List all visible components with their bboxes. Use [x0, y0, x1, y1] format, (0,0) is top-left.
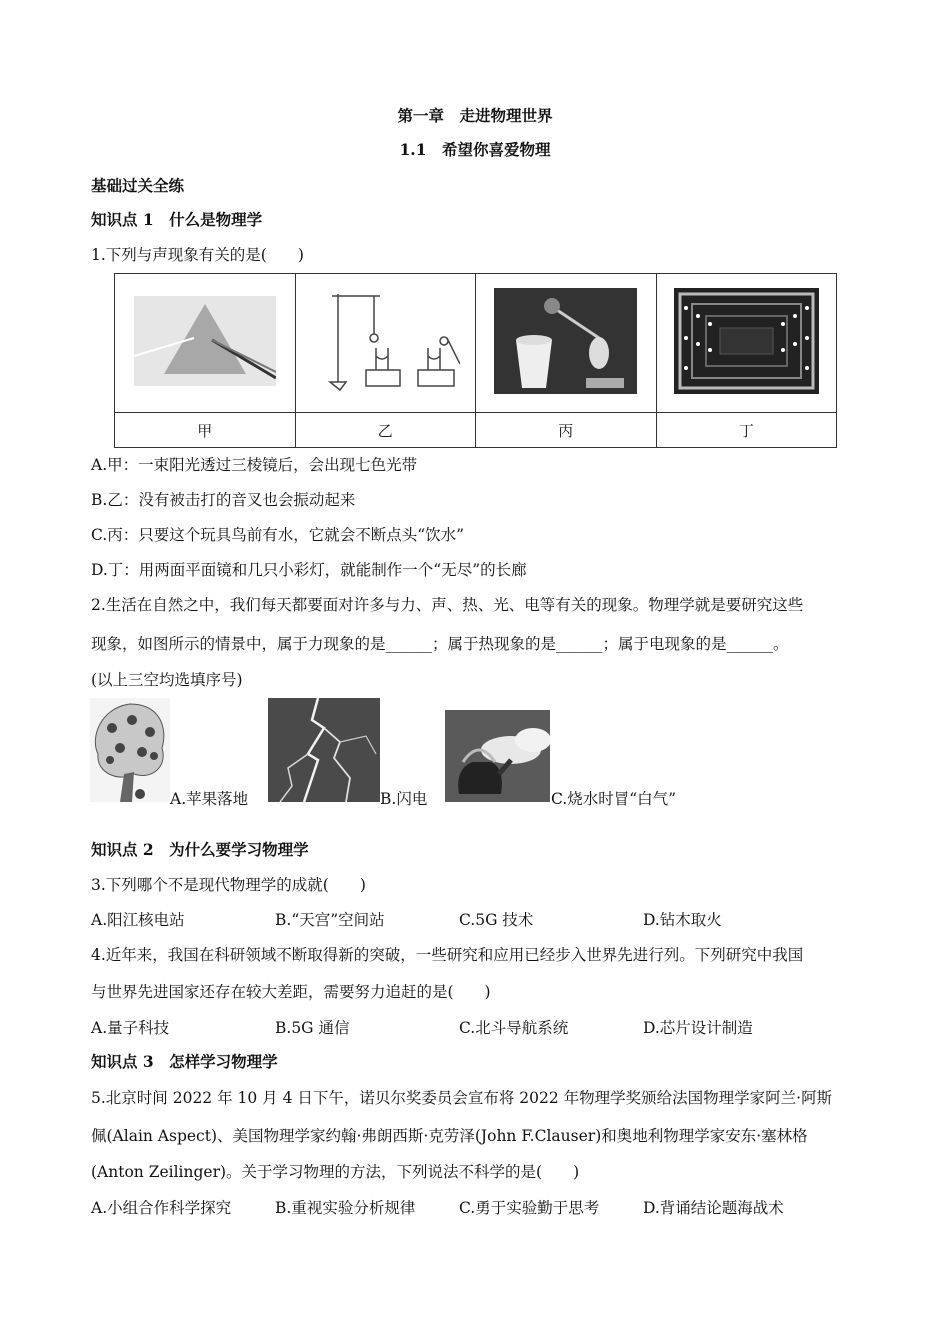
chapter-title: 第一章 走进物理世界: [397, 106, 553, 125]
q4-option-a: A.量子科技: [91, 1019, 170, 1037]
q1-option-d: D.丁：用两面平面镜和几只小彩灯，就能制作一个“无尽”的长廊: [91, 561, 527, 579]
q2-caption-a: A.苹果落地: [170, 790, 249, 808]
label-ding: 丁: [656, 413, 837, 448]
q5-option-c: C.勇于实验勤于思考: [459, 1199, 600, 1217]
part-title: 基础过关全练: [91, 176, 185, 195]
kettle-steam-illustration: [445, 710, 550, 802]
drinking-bird-illustration: [494, 288, 637, 394]
q4-option-b: B.5G 通信: [275, 1019, 350, 1037]
q5-option-a: A.小组合作科学探究: [91, 1199, 232, 1217]
q3-option-a: A.阳江核电站: [91, 911, 185, 929]
q1-option-a: A.甲：一束阳光透过三棱镜后，会出现七色光带: [91, 456, 418, 474]
q2-line-1: 2.生活在自然之中，我们每天都要面对许多与力、声、热、光、电等有关的现象。物理学就是要研究这些: [91, 596, 804, 614]
knowledge-point-1-title: 知识点 1 什么是物理学: [91, 210, 263, 229]
figure-ding-cell: [656, 274, 837, 413]
q4-line-2: 与世界先进国家还存在较大差距，需要努力追赶的是( ): [91, 983, 491, 1001]
q2-line-2: 现象，如图所示的情景中，属于力现象的是______；属于热现象的是______；属于电现象的是______。: [91, 635, 789, 653]
q3-option-d: D.钻木取火: [643, 911, 722, 929]
q2-line-3: (以上三空均选填序号): [91, 671, 243, 689]
q5-line-2: 佩(Alain Aspect)、美国物理学家约翰·弗朗西斯·克劳泽(John F.Clauser)和奥地利物理学家安东·塞林格: [91, 1127, 808, 1145]
figure-yi-cell: [295, 274, 476, 413]
knowledge-point-3-title: 知识点 3 怎样学习物理学: [91, 1052, 278, 1071]
q5-line-1: 5.北京时间 2022 年 10 月 4 日下午，诺贝尔奖委员会宣布将 2022 年物理学奖颁给法国物理学家阿兰·阿斯: [91, 1089, 833, 1107]
infinite-corridor-illustration: [674, 288, 819, 394]
q4-option-d: D.芯片设计制造: [643, 1019, 753, 1037]
q3-option-c: C.5G 技术: [459, 911, 534, 929]
q1-option-c: C.丙：只要这个玩具鸟前有水，它就会不断点头“饮水”: [91, 526, 465, 544]
q4-option-c: C.北斗导航系统: [459, 1019, 569, 1037]
q5-option-b: B.重视实验分析规律: [275, 1199, 416, 1217]
q5-option-d: D.背诵结论题海战术: [643, 1199, 784, 1217]
label-yi: 乙: [295, 413, 476, 448]
q1-option-b: B.乙：没有被击打的音叉也会振动起来: [91, 491, 356, 509]
section-title: 1.1 希望你喜爱物理: [399, 140, 551, 159]
knowledge-point-2-title: 知识点 2 为什么要学习物理学: [91, 840, 309, 859]
label-bing: 丙: [476, 413, 657, 448]
q3-stem: 3.下列哪个不是现代物理学的成就( ): [91, 876, 366, 894]
q5-line-3: (Anton Zeilinger)。关于学习物理的方法，下列说法不科学的是( ): [91, 1163, 580, 1181]
figure-jia-cell: [115, 274, 296, 413]
q1-stem: 1.下列与声现象有关的是( ): [91, 246, 304, 264]
lightning-illustration: [268, 698, 380, 802]
q4-line-1: 4.近年来，我国在科研领域不断取得新的突破，一些研究和应用已经步入世界先进行列。下列研究中我国: [91, 946, 804, 964]
tuning-forks-illustration: [310, 286, 460, 396]
apple-tree-illustration: [90, 698, 170, 802]
q3-option-b: B.“天宫”空间站: [275, 911, 385, 929]
prism-illustration: [134, 296, 276, 386]
q1-figure-table: [114, 273, 837, 448]
q2-caption-b: B.闪电: [380, 790, 428, 808]
q2-caption-c: C.烧水时冒“白气”: [551, 790, 677, 808]
figure-bing-cell: [476, 274, 657, 413]
label-jia: 甲: [115, 413, 296, 448]
